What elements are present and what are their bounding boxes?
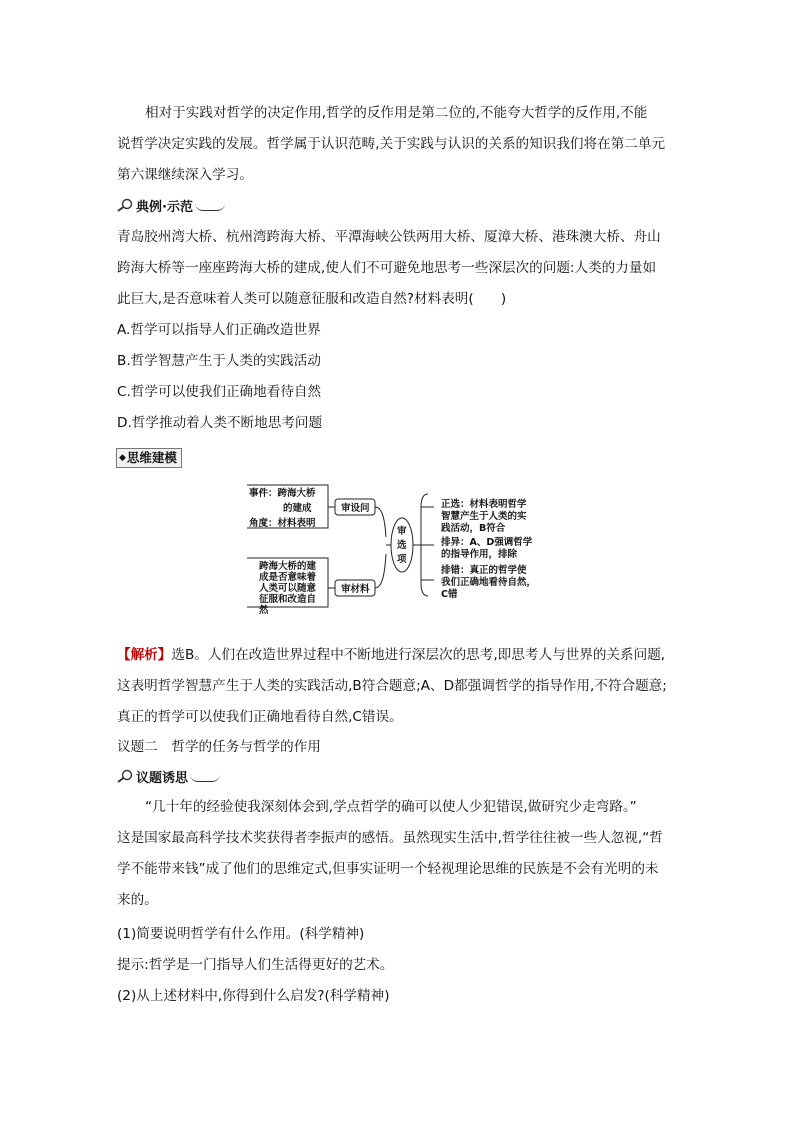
diagram-left-bottom-2: 成是否意味着 [259, 572, 317, 583]
diagram-right-3: 践活动，B符合 [441, 523, 506, 534]
hint-1: 提示:哲学是一门指导人们生活得更好的艺术。 [117, 957, 394, 973]
passage-line-3: 学不能带来钱”成了他们的思维定式,但事实证明一个轻视理论思维的民族是不会有光明的未 [117, 861, 659, 877]
magnifier-icon [116, 769, 134, 783]
box-question-label: 审设问 [341, 503, 370, 514]
question-line-3: 此巨大,是否意味着人类可以随意征服和改造自然?材料表明( ) [117, 291, 507, 307]
diagram-right-7: 我们正确地看待自然， [441, 577, 537, 588]
thinking-model-diagram [245, 482, 560, 616]
diagram-left-bottom-4: 征服和改造自 [259, 594, 317, 605]
diagram-right-4: 排异：A、D强调哲学 [441, 537, 533, 548]
induce-label-text: 议题诱思 [136, 770, 189, 786]
thinking-label-text: 思维建模 [126, 450, 177, 465]
option-d: D.哲学推动着人类不断地思考问题 [117, 415, 323, 431]
diagram-right-6: 排错：真正的哲学使 [441, 565, 527, 576]
question-2: (2)从上述材料中,你得到什么启发?(科学精神) [117, 988, 390, 1004]
center-char-1: 审 [397, 526, 407, 537]
diagram-left-bottom-3: 人类可以随意 [259, 583, 317, 594]
decorative-swoosh-icon [195, 200, 225, 211]
option-c: C.哲学可以使我们正确地看待自然 [117, 384, 322, 400]
center-char-2: 选 [397, 540, 407, 551]
intro-line-1: 相对于实践对哲学的决定作用,哲学的反作用是第二位的,不能夸大哲学的反作用,不能 [145, 105, 648, 121]
question-1: (1)简要说明哲学有什么作用。(科学精神) [117, 926, 365, 942]
passage-line-4: 来的。 [117, 892, 158, 908]
diagram-left-bottom-1: 跨海大桥的建 [259, 561, 317, 572]
diagram-left-top-1: 事件：跨海大桥 [249, 488, 316, 499]
diagram-right-2: 智慧产生于人类的实 [441, 511, 527, 522]
diagram-right-1: 正选：材料表明哲学 [441, 499, 527, 510]
diagram-left-top-3: 角度：材料表明 [249, 518, 316, 529]
diagram-left-top-2: 的建成 [283, 503, 312, 514]
topic-heading: 议题二 哲学的任务与哲学的作用 [117, 739, 321, 755]
magnifier-icon [116, 198, 134, 212]
question-line-2: 跨海大桥等一座座跨海大桥的建成,使人们不可避免地思考一些深层次的问题:人类的力量如 [117, 260, 657, 276]
example-label [116, 195, 225, 215]
decorative-swoosh-icon [190, 771, 220, 782]
passage-line-2: 这是国家最高科学技术奖获得者李振声的感悟。虽然现实生活中,哲学往往被一些人忽视,“哲 [117, 830, 663, 846]
question-line-1: 青岛胶州湾大桥、杭州湾跨海大桥、平潭海峡公铁两用大桥、厦漳大桥、港珠澳大桥、舟山 [117, 229, 661, 245]
box-material-label: 审材料 [341, 584, 370, 595]
thinking-label [116, 448, 182, 468]
induce-label [116, 766, 220, 786]
analysis-line-1-text: 选B。人们在改造世界过程中不断地进行深层次的思考,即思考人与世界的关系问题, [171, 647, 666, 663]
analysis-line-2: 这表明哲学智慧产生于人类的实践活动,B符合题意;A、D都强调哲学的指导作用,不符合题意; [117, 678, 667, 694]
analysis-line-3: 真正的哲学可以使我们正确地看待自然,C错误。 [117, 709, 403, 725]
option-a: A.哲学可以指导人们正确改造世界 [117, 322, 321, 338]
example-label-text: 典例·示范 [136, 199, 193, 215]
analysis-line-1 [117, 645, 677, 665]
intro-line-3: 第六课继续深入学习。 [117, 167, 253, 183]
center-char-3: 项 [397, 554, 407, 565]
option-b: B.哲学智慧产生于人类的实践活动 [117, 353, 321, 369]
passage-line-1: “几十年的经验使我深刻体会到,学点哲学的确可以使人少犯错误,做研究少走弯路。” [145, 799, 637, 815]
diagram-left-bottom-5: 然 [259, 605, 269, 616]
diagram-right-5: 的指导作用，排除 [441, 549, 518, 560]
intro-line-2: 说哲学决定实践的发展。哲学属于认识范畴,关于实践与认识的关系的知识我们将在第二单元 [117, 136, 666, 152]
diamond-bullet-icon: ◆ [119, 453, 126, 463]
diagram-right-8: C错 [441, 589, 458, 600]
analysis-tag: 【解析】 [117, 647, 172, 663]
